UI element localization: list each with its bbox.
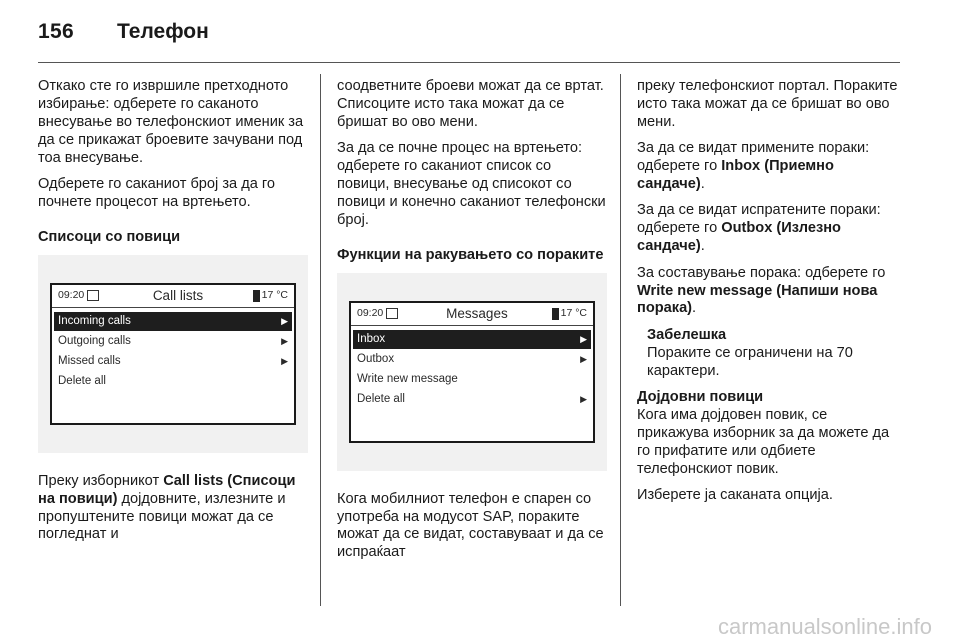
paragraph bbox=[38, 473, 308, 545]
menu-item-label: Incoming calls bbox=[58, 314, 131, 327]
note-text: Пораките се ограничени на 70 карактери. bbox=[647, 344, 853, 379]
screen-menu bbox=[52, 308, 294, 391]
page-number: 156 bbox=[38, 20, 74, 43]
bold-term: Outbox (Излезно сандаче) bbox=[637, 220, 841, 255]
note-box bbox=[637, 327, 903, 381]
arrow-right-icon: ▶ bbox=[281, 355, 288, 366]
paragraph: соодветните броеви можат да се вртат. Списоците исто така можат да се бришат во ово мени. bbox=[337, 78, 604, 130]
text: За составување порака: одберете го bbox=[637, 264, 886, 281]
menu-item-write-new-message bbox=[353, 370, 591, 389]
screen-status-bar bbox=[52, 285, 294, 308]
paragraph bbox=[637, 140, 903, 194]
menu-item-missed-calls bbox=[54, 352, 292, 371]
paragraph: Одберете го саканиот број за да го почнете процесот на вртењето. bbox=[38, 176, 276, 210]
display-screen bbox=[349, 301, 595, 443]
menu-item-label: Delete all bbox=[357, 392, 405, 405]
menu-item-outbox bbox=[353, 350, 591, 369]
bold-term: Call lists (Списоци на повици) bbox=[38, 472, 296, 507]
screen-title: Messages bbox=[446, 305, 508, 321]
paragraph: Изберете ја саканата опција. bbox=[637, 487, 833, 504]
menu-item-incoming-calls bbox=[54, 312, 292, 331]
messages-screenshot bbox=[337, 273, 607, 471]
page-title: Телефон bbox=[117, 20, 209, 43]
arrow-right-icon: ▶ bbox=[281, 315, 288, 326]
paragraph: Откако сте го извршиле претходното избирање: одберете го саканото внесување во телефонскиот именик за да се прикажат броевите зачувани под тоа внесување. bbox=[38, 78, 304, 166]
menu-item-label: Delete all bbox=[58, 374, 106, 387]
screen-time: 09:20 bbox=[58, 288, 85, 301]
text: . bbox=[692, 300, 697, 317]
menu-item-label: Inbox bbox=[357, 332, 386, 345]
header-rule bbox=[38, 62, 900, 63]
arrow-right-icon: ▶ bbox=[580, 353, 587, 364]
column-divider-1 bbox=[320, 74, 321, 606]
phone-icon bbox=[253, 290, 260, 302]
arrow-right-icon: ▶ bbox=[281, 335, 288, 346]
call-lists-screenshot bbox=[38, 255, 308, 453]
screen-time: 09:20 bbox=[357, 306, 384, 319]
section-heading-incoming-calls: Дојдовни повици bbox=[637, 389, 764, 406]
bold-term: Write new message (Напиши нова порака) bbox=[637, 282, 878, 317]
text: . bbox=[700, 238, 705, 255]
menu-item-label: Write new message bbox=[357, 372, 458, 385]
screen-temperature: 17 °C bbox=[560, 306, 587, 319]
phone-icon bbox=[552, 308, 559, 320]
text: дојдовните, излезните и пропуштените повици можат да се погледнат и bbox=[38, 490, 286, 543]
column-1 bbox=[38, 78, 308, 553]
menu-item-delete-all bbox=[54, 372, 292, 391]
section-heading-messages: Функции на ракувањето со пораките bbox=[337, 246, 604, 263]
watermark: carmanualsonline.info bbox=[717, 614, 932, 639]
clock-icon bbox=[386, 308, 398, 319]
menu-item-inbox bbox=[353, 330, 591, 349]
text: За да се видат примените пораки: одберете го bbox=[637, 140, 870, 175]
arrow-right-icon: ▶ bbox=[580, 393, 587, 404]
column-2 bbox=[337, 78, 607, 571]
column-3 bbox=[637, 78, 903, 514]
bold-term: Inbox (Приемно сандаче) bbox=[637, 158, 834, 193]
clock-icon bbox=[87, 290, 99, 301]
note-title: Забелешка bbox=[647, 326, 727, 343]
menu-item-delete-all bbox=[353, 390, 591, 409]
menu-item-label: Missed calls bbox=[58, 354, 121, 367]
menu-item-label: Outgoing calls bbox=[58, 334, 131, 347]
paragraph: За да се почне процес на вртењето: одберете го саканиот список со повици, внесување од списокот со повици и конечно саканиот телефонски број. bbox=[337, 140, 606, 228]
arrow-right-icon: ▶ bbox=[580, 333, 587, 344]
text: . bbox=[700, 176, 705, 193]
column-divider-2 bbox=[620, 74, 621, 606]
paragraph: Кога мобилниот телефон е спарен со употреба на модусот SAP, пораките можат да се видат, составуваат и да се испраќаат bbox=[337, 490, 604, 561]
section-heading-call-lists: Списоци со повици bbox=[38, 228, 181, 245]
paragraph bbox=[637, 202, 903, 256]
paragraph: преку телефонскиот портал. Пораките исто така можат да се бришат во ово мени. bbox=[637, 78, 898, 130]
screen-temperature: 17 °C bbox=[261, 288, 288, 301]
paragraph: Кога има дојдовен повик, се прикажува изборник за да можете да го прифатите или одбиете телефонскиот повик. bbox=[637, 407, 890, 477]
screen-menu bbox=[351, 326, 593, 409]
screen-status-bar bbox=[351, 303, 593, 326]
text: Преку изборникот bbox=[38, 472, 164, 489]
menu-item-outgoing-calls bbox=[54, 332, 292, 351]
paragraph bbox=[637, 265, 903, 319]
display-screen bbox=[50, 283, 296, 425]
text: За да се видат испратените пораки: одберете го bbox=[637, 202, 881, 237]
screen-title: Call lists bbox=[152, 287, 204, 303]
menu-item-label: Outbox bbox=[357, 352, 395, 365]
